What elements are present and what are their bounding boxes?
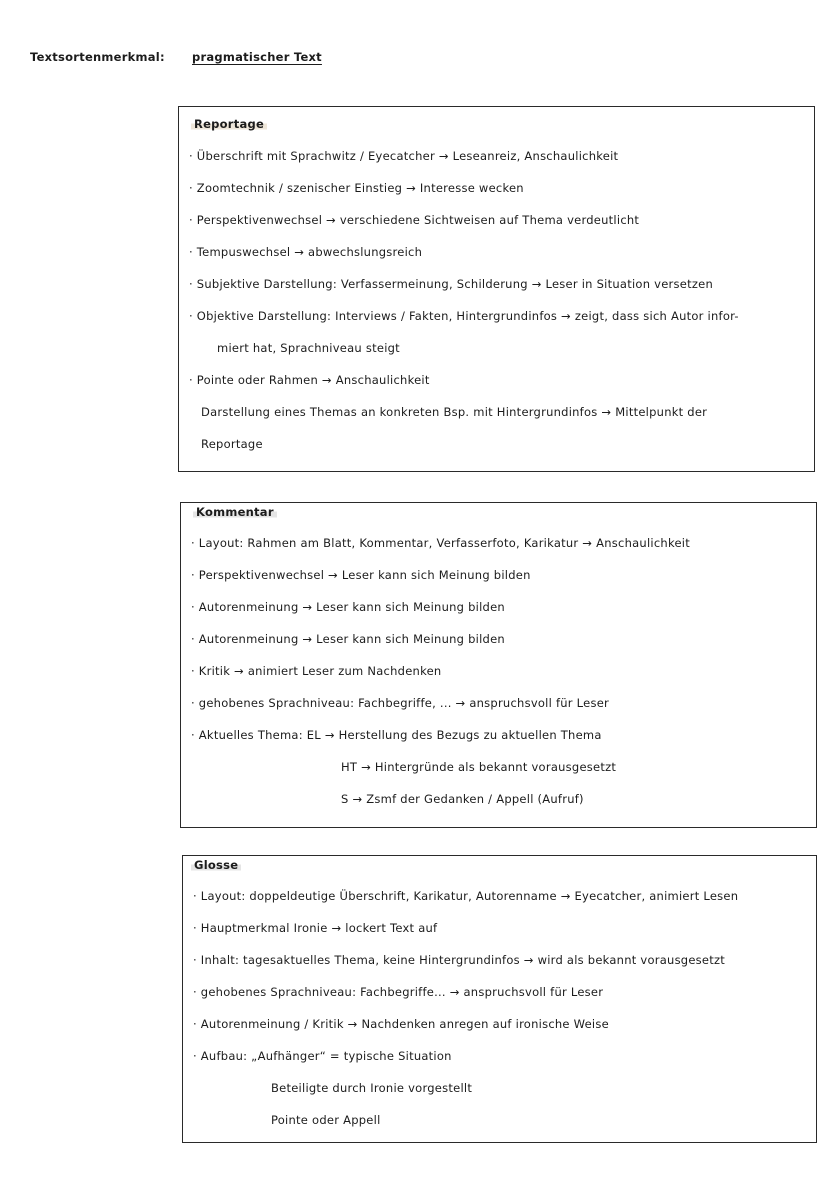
- kommentar-line: · Perspektivenwechsel → Leser kann sich Meinung bilden: [191, 568, 531, 582]
- kommentar-line: · Kritik → animiert Leser zum Nachdenken: [191, 664, 442, 678]
- textsortenmerkmal-label: Textsortenmerkmal:: [30, 50, 165, 64]
- glosse-line: Pointe oder Appell: [271, 1113, 381, 1127]
- reportage-line: · Objektive Darstellung: Interviews / Fakten, Hintergrundinfos → zeigt, dass sich Autor infor-: [189, 309, 739, 323]
- glosse-title: Glosse: [191, 858, 241, 872]
- glosse-line: · Inhalt: tagesaktuelles Thema, keine Hintergrundinfos → wird als bekannt vorausgesetzt: [193, 953, 726, 967]
- reportage-line: miert hat, Sprachniveau steigt: [217, 341, 400, 355]
- reportage-box: [178, 106, 815, 472]
- glosse-box: [182, 855, 817, 1143]
- reportage-line: · Überschrift mit Sprachwitz / Eyecatcher → Leseanreiz, Anschaulichkeit: [189, 149, 619, 163]
- reportage-line: · Subjektive Darstellung: Verfassermeinung, Schilderung → Leser in Situation versetzen: [189, 277, 713, 291]
- glosse-line: · gehobenes Sprachniveau: Fachbegriffe... → anspruchsvoll für Leser: [193, 985, 604, 999]
- glosse-line: · Hauptmerkmal Ironie → lockert Text auf: [193, 921, 438, 935]
- reportage-line: · Zoomtechnik / szenischer Einstieg → Interesse wecken: [189, 181, 524, 195]
- glosse-line: · Layout: doppeldeutige Überschrift, Karikatur, Autorenname → Eyecatcher, animiert Lesen: [193, 889, 739, 903]
- kommentar-line: · Layout: Rahmen am Blatt, Kommentar, Verfasserfoto, Karikatur → Anschaulichkeit: [191, 536, 690, 550]
- kommentar-line: S → Zsmf der Gedanken / Appell (Aufruf): [341, 792, 584, 806]
- kommentar-line: HT → Hintergründe als bekannt vorausgesetzt: [341, 760, 617, 774]
- reportage-line: · Tempuswechsel → abwechslungsreich: [189, 245, 423, 259]
- reportage-line: · Pointe oder Rahmen → Anschaulichkeit: [189, 373, 430, 387]
- glosse-line: Beteiligte durch Ironie vorgestellt: [271, 1081, 473, 1095]
- glosse-line: · Aufbau: „Aufhänger“ = typische Situation: [193, 1049, 452, 1063]
- kommentar-title: Kommentar: [193, 505, 277, 519]
- reportage-line: · Perspektivenwechsel → verschiedene Sichtweisen auf Thema verdeutlicht: [189, 213, 640, 227]
- reportage-line: Reportage: [201, 437, 263, 451]
- textsortenmerkmal-value: pragmatischer Text: [192, 50, 322, 64]
- reportage-line: Darstellung eines Themas an konkreten Bsp. mit Hintergrundinfos → Mittelpunkt der: [201, 405, 708, 419]
- kommentar-line: · Autorenmeinung → Leser kann sich Meinung bilden: [191, 600, 505, 614]
- kommentar-line: · Autorenmeinung → Leser kann sich Meinung bilden: [191, 632, 505, 646]
- reportage-title: Reportage: [191, 117, 267, 131]
- kommentar-line: · gehobenes Sprachniveau: Fachbegriffe, ... → anspruchsvoll für Leser: [191, 696, 610, 710]
- kommentar-line: · Aktuelles Thema: EL → Herstellung des Bezugs zu aktuellen Thema: [191, 728, 602, 742]
- kommentar-box: [180, 502, 817, 828]
- glosse-line: · Autorenmeinung / Kritik → Nachdenken anregen auf ironische Weise: [193, 1017, 609, 1031]
